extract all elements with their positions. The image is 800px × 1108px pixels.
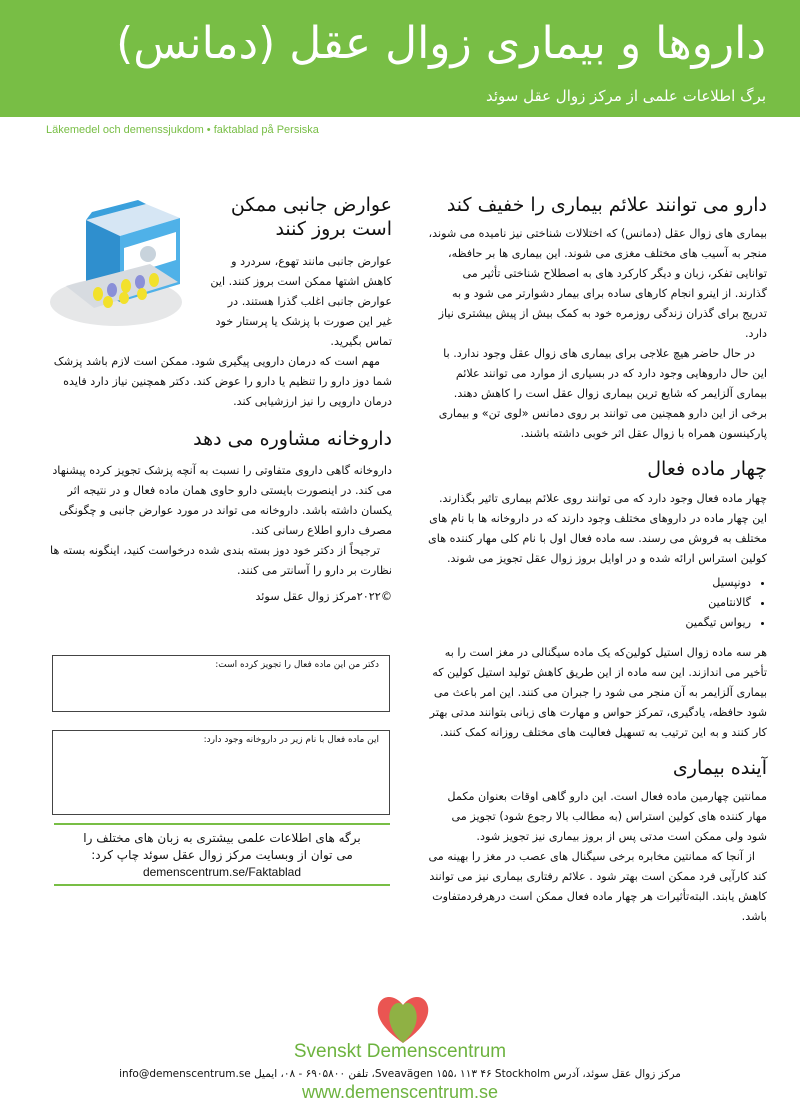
list-item: • گالانتامین — [428, 593, 751, 613]
paragraph: هر سه ماده زوال استیل کولین‌که یک ماده سیگنالی در مغز است را به تأخیر می اندازند. این سه ماده از این طریق کاهش تولید استیل کولین که بیماری آلزایمر به آن منجر می شود را جبران می کنند. این امر باعث می شود حافظه، یادگیری، تمرکز حواس و مهارت های زبانی بتوانند مدتی بهتر کار کنند و به این ترتیب به تسهیل فعالیت های مختلف روزانه کمک کنند. — [429, 645, 767, 739]
heading-side-effects: عوارض جانبی ممکن است بروز کنند — [230, 194, 392, 240]
faktablad-link[interactable]: demenscentrum.se/Faktablad — [142, 865, 302, 879]
tagline: Läkemedel och demenssjukdom • faktablad på Persiska — [46, 124, 319, 136]
page-title: داروها و بیماری زوال عقل (دمانس) — [116, 18, 766, 69]
paragraph: از آنجا که ممانتین مخابره برخی سیگنال های عصب در مغز را بهینه می کند کارآیی فرد ممکن است بهتر شود . علائم رفتاری بیماری نیز می توانند کاهش یابند. البته‌تأثیرات هر چهار ماده فعال ممکن است درهرفردمتفاوت باشد. — [428, 850, 767, 924]
more-info-block — [54, 830, 390, 881]
box-label: دکتر من این ماده فعال را تجویز کرده است: — [215, 660, 379, 670]
box-label: این ماده فعال با نام زیر در داروخانه وجود دارد: — [203, 735, 379, 745]
list-item: • ریواس تیگمین — [428, 613, 751, 633]
paragraph: بیماری های زوال عقل (دمانس) که اختلالات شناختی نیز نامیده می شوند، منجر به آسیب های مختلف مغزی می شوند. این بیماری ها بر حافظه، توانایی تفکر، زبان و دیگر کارکرد های به اصطلاح شناختی تأثیر می گذارند. از اینرو انجام کارهای ساده برای بیمار دشوارتر می شود و به تدریج برای گذران زندگی روزمره خود به کمک بیش از پیش بیشتری نیاز دارد. — [428, 226, 767, 340]
divider — [54, 884, 390, 886]
more-info-line: می توان از وبسایت مرکز زوال عقل سوئد چاپ کرد: — [91, 848, 353, 862]
list-item: • دونپسیل — [428, 573, 751, 593]
page-subtitle: برگ اطلاعات علمی از مرکز زوال عقل سوئد — [486, 87, 766, 105]
paragraph: عوارض جانبی مانند تهوع، سردرد و کاهش اشتها ممکن است بروز کنند. این عوارض جانبی اغلب گذرا هستند. در غیر این صورت با پزشک یا پرستار خود تماس بگیرید. — [210, 255, 392, 348]
paragraph: در حال حاضر هیچ علاجی برای بیماری های زوال عقل وجود ندارد. با این حال داروهایی وجود دارد که در بسیاری از موارد می توانند علائم بیماری آلزایمر که شایع ترین بیماری زوال عقل است را کاهش دهند. برخی از این دارو همچنین می توانند بر روی دمانس «لوی تن» و بیماری پارکینسون همراه با زوال عقل اثر خوبی داشته باشند. — [438, 346, 767, 440]
contact-address: مرکز زوال عقل سوئد، آدرس Sveavägen ۱۵۵، ۱۱۳ ۴۶ Stockholm، تلفن ۶۹۰۵۸۰۰ - ۰۸، ایمیل info@demenscentrum.se — [119, 1068, 681, 1080]
copyright: ©۲۰۲۲مرکز زوال عقل سوئد — [255, 589, 392, 603]
paragraph: داروخانه گاهی دارو‌ی متفاوتی را نسبت به آنچه پزشک تجویز کرده پیشنهاد می کند. در اینصورت بایستی دارو حاوی همان ماده فعال و در نتیجه اثر یکسان داشته باشد. داروخانه می تواند در مورد عوارض جانبی و چگونگی مصرف دارو اطلاع رسانی کند. — [52, 463, 392, 537]
paragraph: ترجیحاً از دکتر خود دوز بسته بندی شده درخواست کنید، اینگونه بسته ها نظارت بر دارو را آسانتر می کنند. — [50, 543, 392, 577]
paragraph: ممانتین چهارمین ماده فعال است. این دارو گاهی اوقات بعنوان مکمل مهار کننده های کولین استراس (به مطالب بالا رجوع شود) تجویز می شود ولی ممکن است مدتی پس از بروز بیماری نیز تجویز شود. — [447, 790, 767, 844]
left-column — [50, 252, 392, 607]
heading-pharmacy: داروخانه مشاوره می دهد — [193, 428, 392, 450]
heart-logo-icon — [372, 985, 434, 1047]
more-info-line: برگه های اطلاعات علمی بیشتری به زبان های مختلف را — [83, 831, 361, 845]
header-banner — [0, 0, 800, 117]
heading-future: آینده بیماری — [672, 756, 767, 779]
prescribed-substance-box[interactable] — [52, 655, 390, 712]
right-column — [428, 194, 767, 927]
heading-symptom-relief: دارو می توانند علائم بیماری را خفیف کند — [446, 194, 767, 216]
heading-four-substances: چهار ماده فعال — [647, 457, 767, 480]
divider — [54, 823, 390, 825]
side-effects-heading-block — [200, 194, 392, 242]
website-link[interactable]: www.demenscentrum.se — [301, 1082, 499, 1102]
pharmacy-name-box[interactable] — [52, 730, 390, 815]
paragraph: مهم است که درمان دارویی پیگیری شود. ممکن است لازم باشد پزشک شما دوز دارو را تنظیم یا دارو را عوض کند. دکتر همچنین نیاز دارد فایده درمان دارویی را نیز ارزشیابی کند. — [53, 355, 392, 408]
substance-list — [428, 573, 767, 633]
brand-name: Svenskt Demenscentrum — [293, 1041, 507, 1062]
paragraph: چهار ماده فعال وجود دارد که می توانند روی علائم بیماری تاثیر بگذارند. این چهار ماده در داروهای مختلف وجود دارند که در داروخانه ها با نام های مختلف به فروش می رسند. سه ماده فعال اول با نام کلی مهار کننده های کولین استراس ارائه شده و در اوایل بروز زوال عقل تجویز می شوند. — [428, 491, 767, 565]
